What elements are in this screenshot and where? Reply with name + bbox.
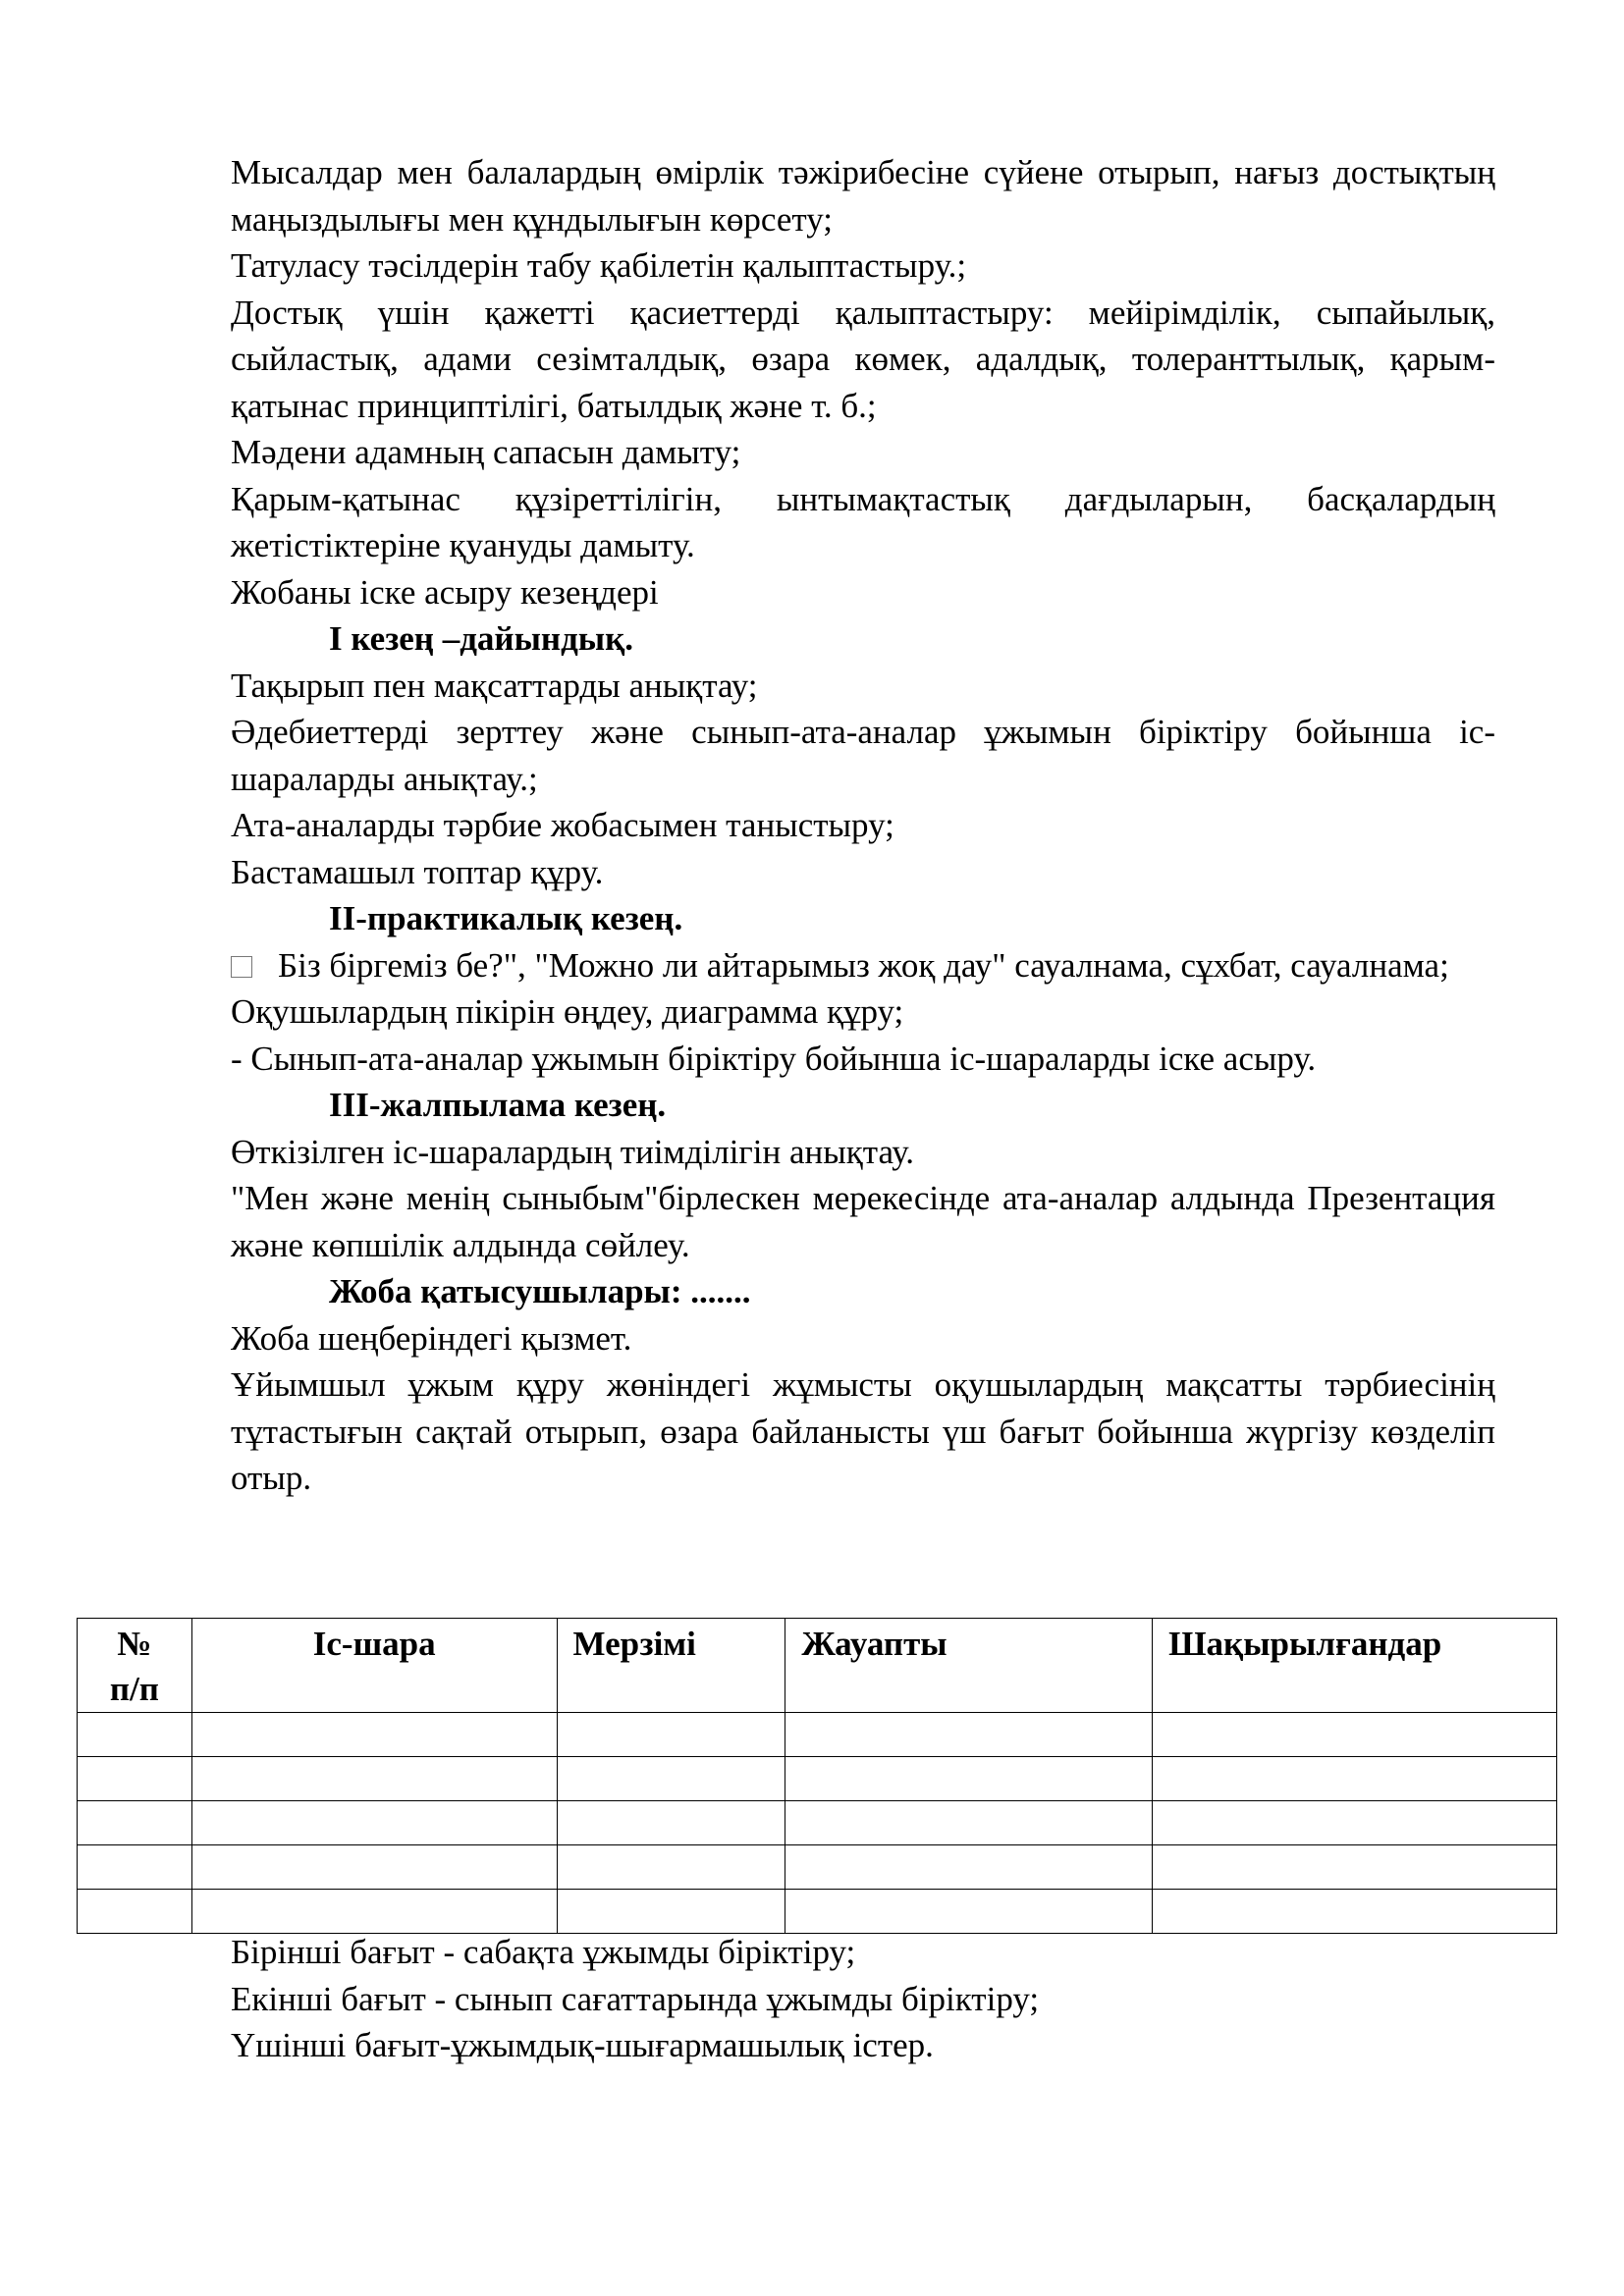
table-row: [78, 1801, 1557, 1845]
table-cell: [191, 1757, 557, 1801]
direction-item: Екінші бағыт - сынып сағаттарында ұжымды біріктіру;: [231, 1979, 1040, 2018]
table-cell: [785, 1801, 1153, 1845]
paragraph-reconciliation: Татуласу тәсілдерін табу қабілетін қалыптастыру.;: [231, 246, 967, 285]
table-cell: [1153, 1890, 1557, 1934]
paragraph-qualities: Достық үшін қажетті қасиеттерді қалыптастыру: мейірімділік, сыпайылық, сыйластық, адами сезімталдық, өзара көмек, адалдық, толеранттылық, қарым-қатынас принциптілігі, батылдық және т. б.;: [231, 293, 1495, 425]
stage3-item: Өткізілген іс-шаралардың тиімділігін анықтау.: [231, 1132, 915, 1171]
column-header-number-line2: п/п: [109, 1670, 159, 1708]
stage1-item: Ата-аналарды тәрбие жобасымен таныстыру;: [231, 806, 894, 844]
table-cell: [557, 1845, 785, 1890]
table-cell: [78, 1890, 192, 1934]
stage3-item: "Мен және менің сыныбым"бірлескен мерекесінде ата-аналар алдында Презентация және көпшілік алдында сөйлеу.: [231, 1179, 1495, 1264]
table-cell: [557, 1713, 785, 1757]
participants-item: Жоба шеңберіндегі қызмет.: [231, 1318, 632, 1358]
column-header-deadline: Мерзімі: [557, 1619, 785, 1713]
participants-item: Ұйымшыл ұжым құру жөніндегі жұмысты оқушылардың мақсатты тәрбиесінің тұтастығын сақтай отырып, өзара байланысты үш бағыт бойынша жүргізу көзделіп отыр.: [231, 1365, 1495, 1497]
table-cell: [1153, 1713, 1557, 1757]
table-cell: [78, 1845, 192, 1890]
paragraph-communication: Қарым-қатынас құзіреттілігін, ынтымақтастық дағдыларын, басқалардың жетістіктеріне қуануды дамыту.: [231, 479, 1495, 564]
table-cell: [1153, 1757, 1557, 1801]
column-header-event: Іс-шара: [191, 1619, 557, 1713]
direction-item: Үшінші бағыт-ұжымдық-шығармашылық істер.: [231, 2026, 934, 2064]
table-cell: [785, 1890, 1153, 1934]
stage2-item: - Сынып-ата-аналар ұжымын біріктіру бойынша іс-шараларды іске асыру.: [231, 1039, 1317, 1078]
stage3-heading: III-жалпылама кезең.: [329, 1086, 667, 1124]
table-cell: [191, 1801, 557, 1845]
stage2-heading: II-практикалық кезең.: [329, 899, 683, 937]
paragraph-friendship-value: Мысалдар мен балалардың өмірлік тәжірибесіне сүйене отырып, нағыз достықтың маңыздылығы мен құндылығын көрсету;: [231, 153, 1495, 239]
stage1-item: Әдебиеттерді зерттеу және сынып-ата-аналар ұжымын біріктіру бойынша іс-шараларды анықтау.;: [231, 713, 1495, 798]
column-header-number: [78, 1619, 192, 1713]
table-cell: [785, 1757, 1153, 1801]
stage1-item: Бастамашыл топтар құру.: [231, 852, 604, 891]
table-cell: [1153, 1845, 1557, 1890]
table-cell: [785, 1713, 1153, 1757]
table-cell: [557, 1890, 785, 1934]
table-cell: [557, 1757, 785, 1801]
table-row: [78, 1845, 1557, 1890]
stage2-item: Оқушылардың пікірін өңдеу, диаграмма құру;: [231, 992, 904, 1031]
column-header-invited: Шақырылғандар: [1153, 1619, 1557, 1713]
column-header-responsible: Жауапты: [785, 1619, 1153, 1713]
table-row: [78, 1713, 1557, 1757]
document-body: [231, 149, 1495, 1502]
table-cell: [78, 1713, 192, 1757]
table-cell: [78, 1757, 192, 1801]
table-row: [78, 1757, 1557, 1801]
direction-item: Бірінші бағыт - сабақта ұжымды біріктіру;: [231, 1933, 856, 1971]
participants-heading: Жоба қатысушылары: .......: [329, 1272, 751, 1310]
table-cell: [78, 1801, 192, 1845]
stage2-bullet-text: Біз біргеміз бе?", "Можно ли айтарымыз жоқ дау" сауалнама, сұхбат, сауалнама;: [278, 945, 1449, 985]
paragraph-culture: Мәдени адамның сапасын дамыту;: [231, 433, 741, 471]
table-cell: [191, 1713, 557, 1757]
table-cell: [191, 1845, 557, 1890]
table-cell: [1153, 1801, 1557, 1845]
stage1-item: Тақырып пен мақсаттарды анықтау;: [231, 666, 758, 705]
table-cell: [785, 1845, 1153, 1890]
stage1-heading: I кезең –дайындық.: [329, 619, 634, 658]
missing-glyph-icon: [231, 956, 252, 978]
table-row: [78, 1890, 1557, 1934]
column-header-number-line1: №: [117, 1625, 152, 1663]
event-plan-table: [77, 1618, 1557, 1934]
stage2-bullet-item: [231, 942, 1495, 989]
table-cell: [191, 1890, 557, 1934]
table-cell: [557, 1801, 785, 1845]
table-header-row: [78, 1619, 1557, 1713]
paragraph-stages-intro: Жобаны іске асыру кезеңдері: [231, 572, 659, 612]
directions-list: [231, 1929, 1495, 2069]
